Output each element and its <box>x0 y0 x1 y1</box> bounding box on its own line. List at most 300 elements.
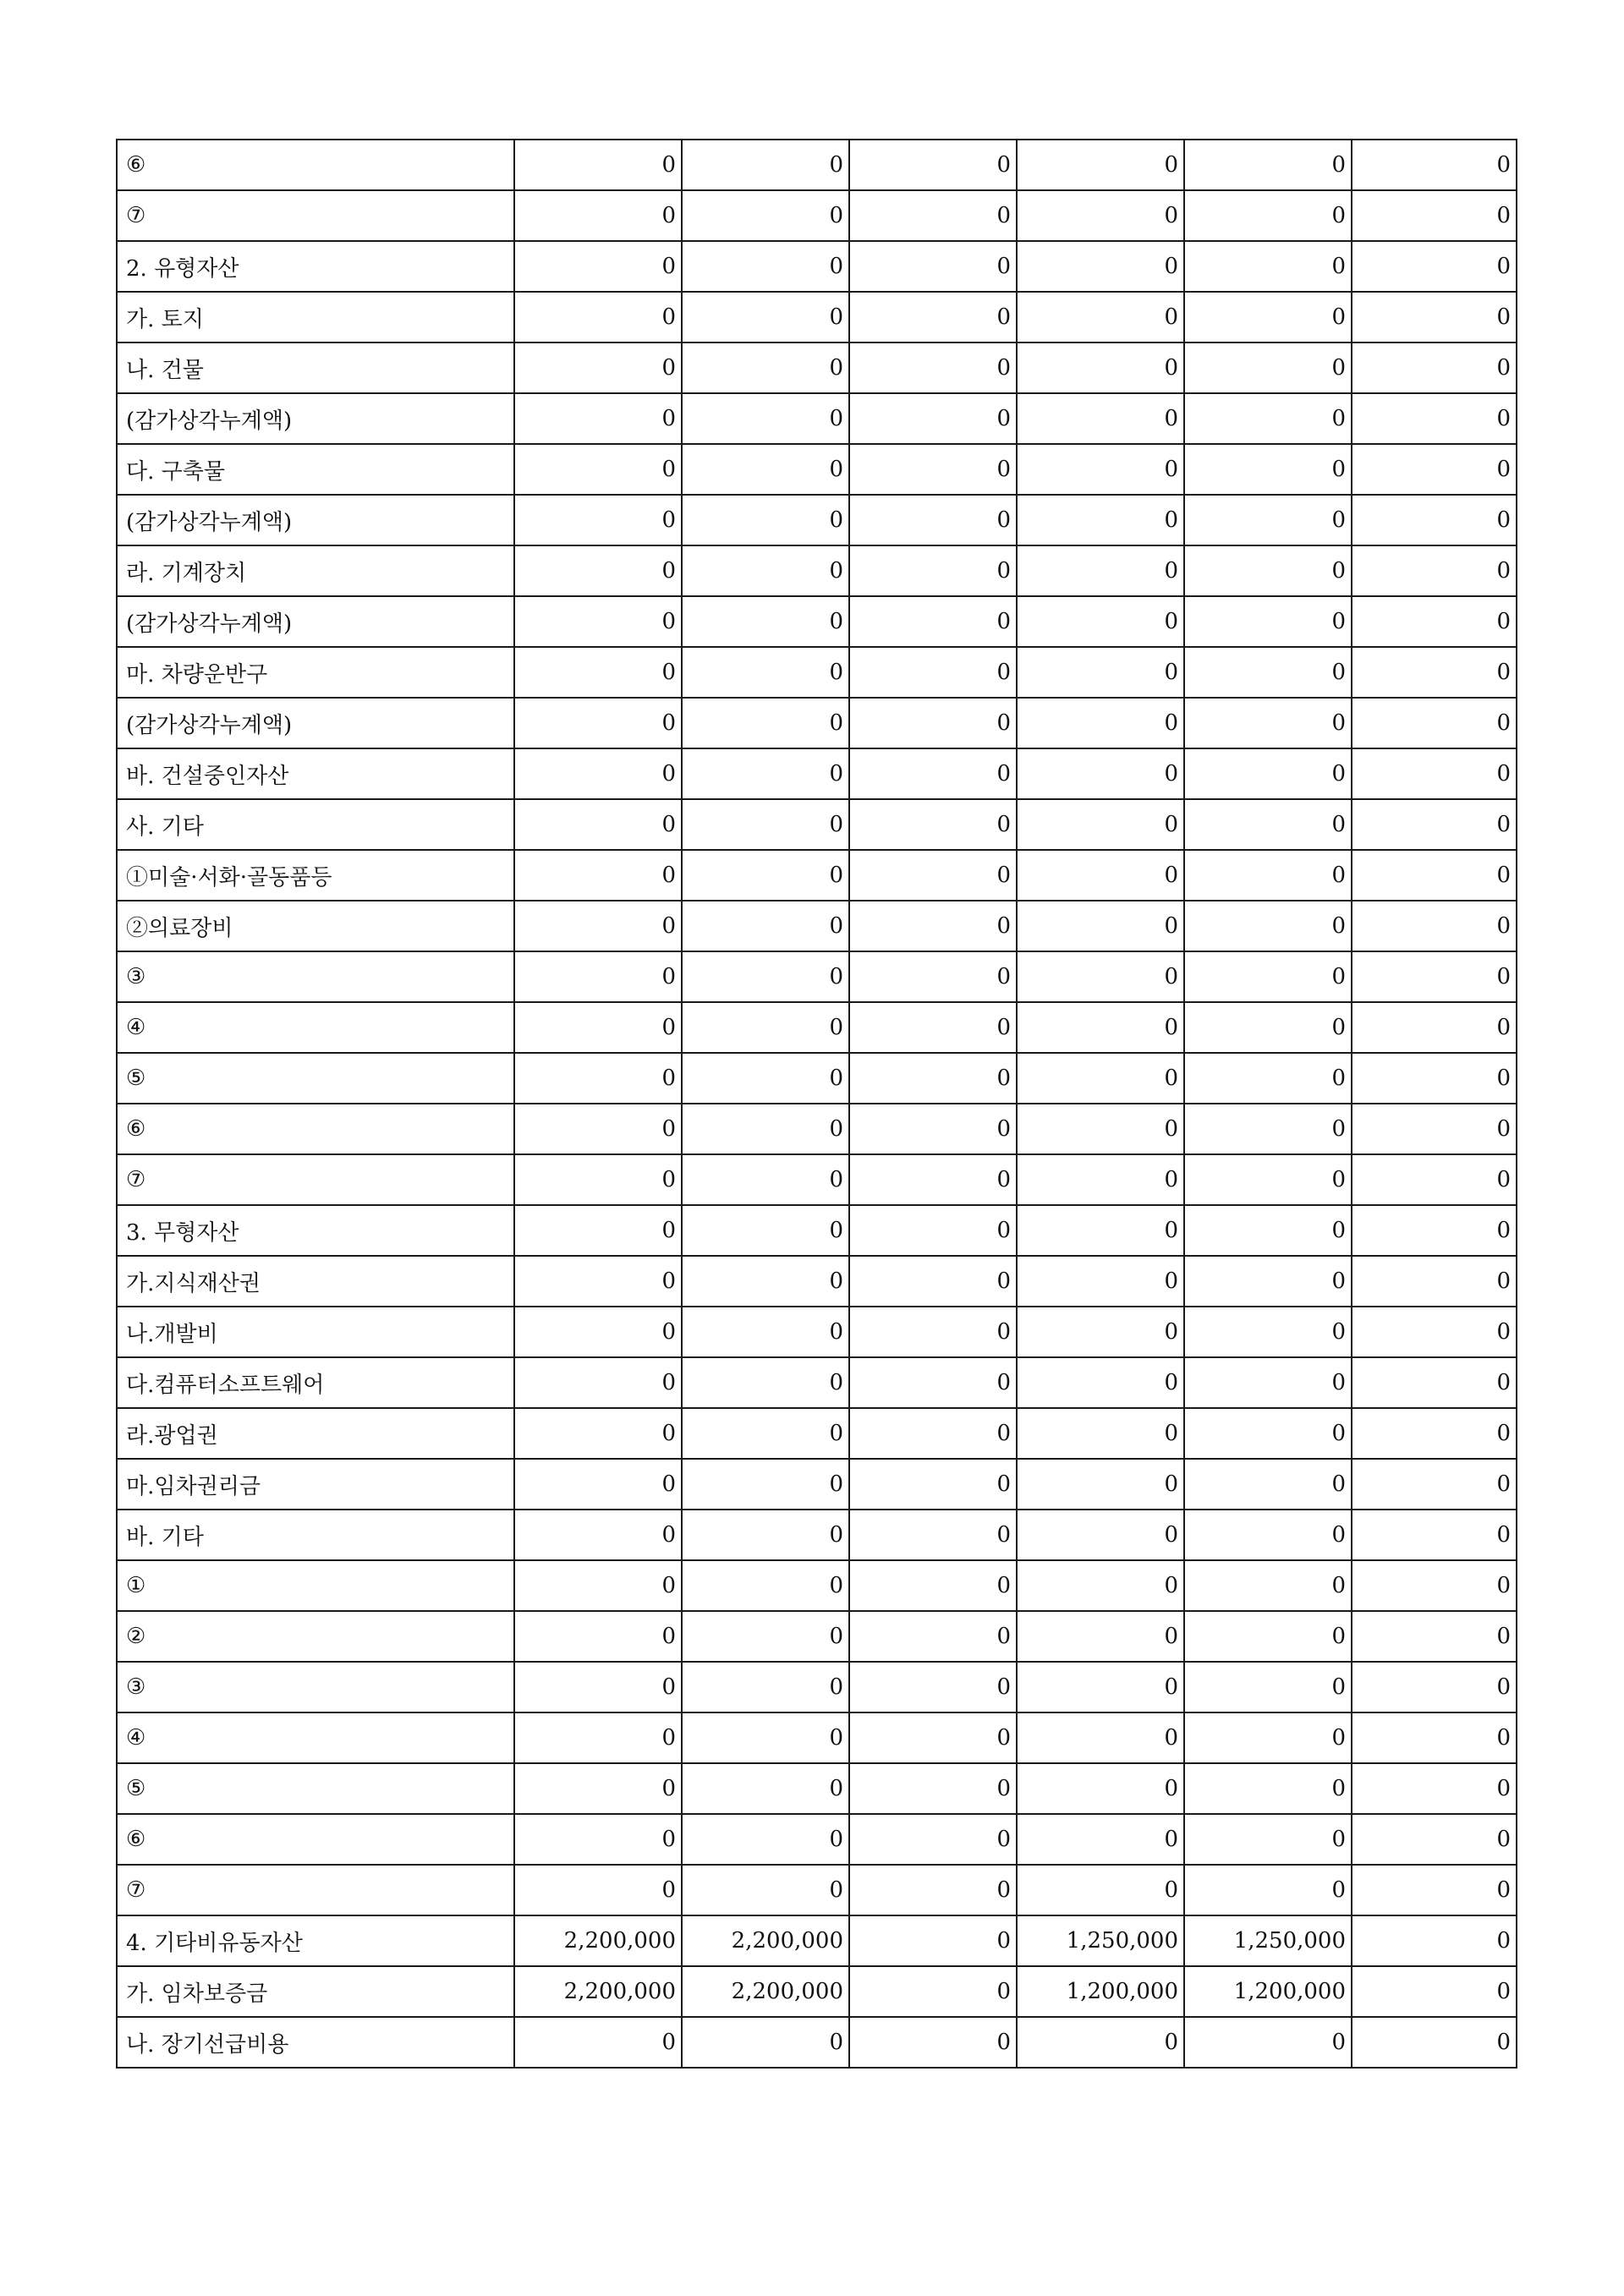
value-cell-col4: 1,200,000 <box>1017 1966 1184 2017</box>
value-cell-col4: 0 <box>1017 1763 1184 1814</box>
table-row <box>117 1459 1517 1510</box>
table-row <box>117 1662 1517 1712</box>
value-cell-col1: 0 <box>514 850 682 901</box>
value-cell-col1: 0 <box>514 799 682 850</box>
value-cell-col4: 0 <box>1017 1712 1184 1763</box>
table-row <box>117 1611 1517 1662</box>
value-cell-col3: 0 <box>849 1002 1017 1053</box>
row-label: ④ <box>117 1712 514 1763</box>
value-cell-col6: 0 <box>1352 393 1517 444</box>
value-cell-col3: 0 <box>849 1256 1017 1307</box>
value-cell-col1: 0 <box>514 901 682 951</box>
value-cell-col5: 0 <box>1184 1053 1352 1104</box>
value-cell-col3: 0 <box>849 140 1017 190</box>
value-cell-col1: 0 <box>514 495 682 545</box>
table-row <box>117 951 1517 1002</box>
value-cell-col5: 0 <box>1184 850 1352 901</box>
table-row <box>117 647 1517 698</box>
table-row <box>117 1814 1517 1865</box>
value-cell-col6: 0 <box>1352 748 1517 799</box>
value-cell-col2: 0 <box>682 1357 849 1408</box>
value-cell-col3: 0 <box>849 393 1017 444</box>
value-cell-col4: 0 <box>1017 1053 1184 1104</box>
value-cell-col4: 0 <box>1017 1154 1184 1205</box>
value-cell-col2: 0 <box>682 1560 849 1611</box>
value-cell-col2: 0 <box>682 1712 849 1763</box>
row-label: 다. 구축물 <box>117 444 514 495</box>
value-cell-col2: 0 <box>682 698 849 748</box>
value-cell-col4: 0 <box>1017 241 1184 292</box>
value-cell-col3: 0 <box>849 1357 1017 1408</box>
table-row <box>117 1154 1517 1205</box>
value-cell-col4: 0 <box>1017 1002 1184 1053</box>
value-cell-col1: 0 <box>514 1510 682 1560</box>
value-cell-col2: 0 <box>682 1205 849 1256</box>
table-row <box>117 393 1517 444</box>
value-cell-col5: 0 <box>1184 241 1352 292</box>
value-cell-col4: 0 <box>1017 292 1184 342</box>
value-cell-col3: 0 <box>849 292 1017 342</box>
value-cell-col5: 0 <box>1184 1256 1352 1307</box>
value-cell-col1: 0 <box>514 1763 682 1814</box>
value-cell-col4: 0 <box>1017 444 1184 495</box>
value-cell-col2: 0 <box>682 393 849 444</box>
value-cell-col3: 0 <box>849 1307 1017 1357</box>
table-row <box>117 545 1517 596</box>
value-cell-col3: 0 <box>849 342 1017 393</box>
value-cell-col1: 0 <box>514 2017 682 2068</box>
value-cell-col3: 0 <box>849 647 1017 698</box>
value-cell-col6: 0 <box>1352 1662 1517 1712</box>
value-cell-col5: 0 <box>1184 1104 1352 1154</box>
row-label: ③ <box>117 1662 514 1712</box>
table-row <box>117 850 1517 901</box>
value-cell-col5: 0 <box>1184 1611 1352 1662</box>
value-cell-col3: 0 <box>849 1459 1017 1510</box>
row-label: 나. 장기선급비용 <box>117 2017 514 2068</box>
value-cell-col6: 0 <box>1352 292 1517 342</box>
value-cell-col6: 0 <box>1352 241 1517 292</box>
value-cell-col4: 0 <box>1017 647 1184 698</box>
value-cell-col5: 0 <box>1184 901 1352 951</box>
table-row <box>117 596 1517 647</box>
value-cell-col4: 0 <box>1017 799 1184 850</box>
value-cell-col6: 0 <box>1352 1459 1517 1510</box>
value-cell-col6: 0 <box>1352 1510 1517 1560</box>
table-row <box>117 1357 1517 1408</box>
value-cell-col4: 0 <box>1017 748 1184 799</box>
value-cell-col2: 0 <box>682 292 849 342</box>
value-cell-col1: 0 <box>514 596 682 647</box>
value-cell-col2: 0 <box>682 1256 849 1307</box>
table-row <box>117 799 1517 850</box>
value-cell-col4: 0 <box>1017 1408 1184 1459</box>
value-cell-col4: 0 <box>1017 2017 1184 2068</box>
value-cell-col2: 0 <box>682 241 849 292</box>
value-cell-col2: 0 <box>682 1053 849 1104</box>
value-cell-col1: 0 <box>514 1357 682 1408</box>
value-cell-col2: 0 <box>682 901 849 951</box>
value-cell-col6: 0 <box>1352 1865 1517 1915</box>
value-cell-col4: 0 <box>1017 1611 1184 1662</box>
value-cell-col6: 0 <box>1352 1763 1517 1814</box>
value-cell-col3: 0 <box>849 1611 1017 1662</box>
value-cell-col2: 0 <box>682 495 849 545</box>
table-row <box>117 698 1517 748</box>
asset-table-body <box>117 140 1517 2068</box>
value-cell-col1: 0 <box>514 1611 682 1662</box>
row-label: 3. 무형자산 <box>117 1205 514 1256</box>
value-cell-col4: 0 <box>1017 1205 1184 1256</box>
value-cell-col3: 0 <box>849 951 1017 1002</box>
value-cell-col2: 0 <box>682 1459 849 1510</box>
value-cell-col5: 0 <box>1184 698 1352 748</box>
table-row <box>117 748 1517 799</box>
value-cell-col6: 0 <box>1352 1205 1517 1256</box>
value-cell-col4: 0 <box>1017 342 1184 393</box>
value-cell-col6: 0 <box>1352 1104 1517 1154</box>
table-row <box>117 1002 1517 1053</box>
value-cell-col5: 1,200,000 <box>1184 1966 1352 2017</box>
row-label: ⑦ <box>117 1865 514 1915</box>
value-cell-col6: 0 <box>1352 545 1517 596</box>
value-cell-col3: 0 <box>849 1865 1017 1915</box>
row-label: 나.개발비 <box>117 1307 514 1357</box>
value-cell-col1: 2,200,000 <box>514 1915 682 1966</box>
value-cell-col2: 0 <box>682 1865 849 1915</box>
value-cell-col6: 0 <box>1352 1611 1517 1662</box>
row-label: ②의료장비 <box>117 901 514 951</box>
value-cell-col2: 0 <box>682 1662 849 1712</box>
value-cell-col3: 0 <box>849 2017 1017 2068</box>
value-cell-col3: 0 <box>849 1662 1017 1712</box>
table-row <box>117 342 1517 393</box>
row-label: ⑥ <box>117 140 514 190</box>
value-cell-col5: 0 <box>1184 444 1352 495</box>
value-cell-col3: 0 <box>849 444 1017 495</box>
value-cell-col4: 0 <box>1017 1104 1184 1154</box>
value-cell-col6: 0 <box>1352 1053 1517 1104</box>
value-cell-col3: 0 <box>849 1763 1017 1814</box>
value-cell-col5: 0 <box>1184 1814 1352 1865</box>
value-cell-col2: 0 <box>682 1510 849 1560</box>
value-cell-col2: 0 <box>682 647 849 698</box>
value-cell-col5: 0 <box>1184 1154 1352 1205</box>
value-cell-col6: 0 <box>1352 850 1517 901</box>
row-label: ② <box>117 1611 514 1662</box>
table-row <box>117 140 1517 190</box>
value-cell-col3: 0 <box>849 1814 1017 1865</box>
value-cell-col5: 0 <box>1184 292 1352 342</box>
table-row <box>117 190 1517 241</box>
value-cell-col2: 0 <box>682 748 849 799</box>
row-label: ③ <box>117 951 514 1002</box>
table-row <box>117 1915 1517 1966</box>
value-cell-col2: 0 <box>682 1408 849 1459</box>
table-row <box>117 1712 1517 1763</box>
value-cell-col4: 0 <box>1017 698 1184 748</box>
row-label: (감가상각누계액) <box>117 698 514 748</box>
value-cell-col1: 0 <box>514 241 682 292</box>
row-label: ⑥ <box>117 1104 514 1154</box>
value-cell-col2: 0 <box>682 342 849 393</box>
table-row <box>117 901 1517 951</box>
value-cell-col5: 0 <box>1184 2017 1352 2068</box>
value-cell-col1: 0 <box>514 1002 682 1053</box>
value-cell-col5: 0 <box>1184 1357 1352 1408</box>
value-cell-col3: 0 <box>849 596 1017 647</box>
value-cell-col6: 0 <box>1352 799 1517 850</box>
value-cell-col6: 0 <box>1352 951 1517 1002</box>
value-cell-col1: 0 <box>514 292 682 342</box>
value-cell-col5: 0 <box>1184 393 1352 444</box>
value-cell-col4: 0 <box>1017 1256 1184 1307</box>
table-row <box>117 1307 1517 1357</box>
value-cell-col2: 0 <box>682 545 849 596</box>
row-label: 나. 건물 <box>117 342 514 393</box>
value-cell-col6: 0 <box>1352 647 1517 698</box>
value-cell-col5: 0 <box>1184 799 1352 850</box>
value-cell-col1: 0 <box>514 1154 682 1205</box>
table-row <box>117 1966 1517 2017</box>
value-cell-col2: 2,200,000 <box>682 1966 849 2017</box>
value-cell-col1: 0 <box>514 1104 682 1154</box>
value-cell-col1: 0 <box>514 698 682 748</box>
value-cell-col3: 0 <box>849 1408 1017 1459</box>
value-cell-col4: 0 <box>1017 545 1184 596</box>
value-cell-col6: 0 <box>1352 1357 1517 1408</box>
value-cell-col1: 0 <box>514 140 682 190</box>
value-cell-col4: 0 <box>1017 951 1184 1002</box>
value-cell-col6: 0 <box>1352 190 1517 241</box>
value-cell-col2: 0 <box>682 1002 849 1053</box>
value-cell-col5: 0 <box>1184 1712 1352 1763</box>
value-cell-col1: 0 <box>514 1814 682 1865</box>
value-cell-col2: 0 <box>682 190 849 241</box>
value-cell-col4: 0 <box>1017 1357 1184 1408</box>
value-cell-col5: 0 <box>1184 1763 1352 1814</box>
value-cell-col5: 0 <box>1184 951 1352 1002</box>
value-cell-col2: 0 <box>682 1763 849 1814</box>
value-cell-col4: 0 <box>1017 1510 1184 1560</box>
value-cell-col5: 0 <box>1184 1408 1352 1459</box>
value-cell-col5: 0 <box>1184 545 1352 596</box>
value-cell-col4: 0 <box>1017 190 1184 241</box>
value-cell-col6: 0 <box>1352 1966 1517 2017</box>
row-label: 바. 기타 <box>117 1510 514 1560</box>
value-cell-col6: 0 <box>1352 1002 1517 1053</box>
value-cell-col2: 0 <box>682 140 849 190</box>
value-cell-col3: 0 <box>849 1915 1017 1966</box>
value-cell-col6: 0 <box>1352 596 1517 647</box>
value-cell-col4: 0 <box>1017 1560 1184 1611</box>
value-cell-col3: 0 <box>849 1104 1017 1154</box>
value-cell-col6: 0 <box>1352 1154 1517 1205</box>
value-cell-col5: 0 <box>1184 1459 1352 1510</box>
value-cell-col3: 0 <box>849 748 1017 799</box>
table-row <box>117 444 1517 495</box>
value-cell-col3: 0 <box>849 1510 1017 1560</box>
value-cell-col5: 0 <box>1184 647 1352 698</box>
value-cell-col3: 0 <box>849 901 1017 951</box>
row-label: ⑤ <box>117 1763 514 1814</box>
value-cell-col1: 0 <box>514 1053 682 1104</box>
row-label: (감가상각누계액) <box>117 495 514 545</box>
value-cell-col3: 0 <box>849 495 1017 545</box>
row-label: 라. 기계장치 <box>117 545 514 596</box>
row-label: ⑤ <box>117 1053 514 1104</box>
value-cell-col5: 0 <box>1184 495 1352 545</box>
value-cell-col5: 0 <box>1184 1205 1352 1256</box>
value-cell-col4: 0 <box>1017 1865 1184 1915</box>
value-cell-col3: 0 <box>849 241 1017 292</box>
row-label: (감가상각누계액) <box>117 393 514 444</box>
value-cell-col4: 0 <box>1017 1307 1184 1357</box>
value-cell-col5: 0 <box>1184 1002 1352 1053</box>
row-label: ⑦ <box>117 1154 514 1205</box>
value-cell-col1: 0 <box>514 1408 682 1459</box>
value-cell-col1: 0 <box>514 444 682 495</box>
value-cell-col6: 0 <box>1352 2017 1517 2068</box>
value-cell-col6: 0 <box>1352 1256 1517 1307</box>
value-cell-col3: 0 <box>849 1712 1017 1763</box>
value-cell-col1: 0 <box>514 647 682 698</box>
value-cell-col6: 0 <box>1352 1915 1517 1966</box>
value-cell-col2: 0 <box>682 1814 849 1865</box>
value-cell-col6: 0 <box>1352 1712 1517 1763</box>
value-cell-col4: 0 <box>1017 596 1184 647</box>
value-cell-col2: 0 <box>682 951 849 1002</box>
row-label: 가. 임차보증금 <box>117 1966 514 2017</box>
value-cell-col2: 0 <box>682 799 849 850</box>
value-cell-col3: 0 <box>849 850 1017 901</box>
table-row <box>117 241 1517 292</box>
row-label: 4. 기타비유동자산 <box>117 1915 514 1966</box>
value-cell-col1: 0 <box>514 951 682 1002</box>
table-row <box>117 1053 1517 1104</box>
value-cell-col3: 0 <box>849 1053 1017 1104</box>
value-cell-col3: 0 <box>849 1205 1017 1256</box>
value-cell-col5: 0 <box>1184 1662 1352 1712</box>
value-cell-col1: 0 <box>514 1459 682 1510</box>
row-label: 마. 차량운반구 <box>117 647 514 698</box>
value-cell-col3: 0 <box>849 799 1017 850</box>
value-cell-col2: 2,200,000 <box>682 1915 849 1966</box>
value-cell-col6: 0 <box>1352 444 1517 495</box>
value-cell-col2: 0 <box>682 1154 849 1205</box>
row-label: ①미술·서화·골동품등 <box>117 850 514 901</box>
value-cell-col4: 0 <box>1017 1459 1184 1510</box>
table-row <box>117 1104 1517 1154</box>
value-cell-col4: 0 <box>1017 1814 1184 1865</box>
row-label: ⑦ <box>117 190 514 241</box>
value-cell-col1: 0 <box>514 545 682 596</box>
value-cell-col1: 0 <box>514 1205 682 1256</box>
row-label: ④ <box>117 1002 514 1053</box>
row-label: (감가상각누계액) <box>117 596 514 647</box>
value-cell-col6: 0 <box>1352 140 1517 190</box>
value-cell-col6: 0 <box>1352 1307 1517 1357</box>
row-label: 라.광업권 <box>117 1408 514 1459</box>
value-cell-col1: 0 <box>514 1865 682 1915</box>
value-cell-col6: 0 <box>1352 1814 1517 1865</box>
table-row <box>117 1205 1517 1256</box>
value-cell-col4: 0 <box>1017 495 1184 545</box>
row-label: 사. 기타 <box>117 799 514 850</box>
table-row <box>117 292 1517 342</box>
value-cell-col3: 0 <box>849 190 1017 241</box>
row-label: 2. 유형자산 <box>117 241 514 292</box>
value-cell-col1: 0 <box>514 748 682 799</box>
value-cell-col5: 0 <box>1184 1510 1352 1560</box>
value-cell-col4: 0 <box>1017 901 1184 951</box>
value-cell-col6: 0 <box>1352 1560 1517 1611</box>
value-cell-col5: 1,250,000 <box>1184 1915 1352 1966</box>
value-cell-col2: 0 <box>682 850 849 901</box>
value-cell-col5: 0 <box>1184 190 1352 241</box>
value-cell-col5: 0 <box>1184 342 1352 393</box>
value-cell-col6: 0 <box>1352 901 1517 951</box>
value-cell-col1: 0 <box>514 1256 682 1307</box>
value-cell-col4: 0 <box>1017 1662 1184 1712</box>
value-cell-col5: 0 <box>1184 596 1352 647</box>
asset-table <box>116 139 1517 2069</box>
value-cell-col2: 0 <box>682 444 849 495</box>
row-label: ① <box>117 1560 514 1611</box>
value-cell-col3: 0 <box>849 1966 1017 2017</box>
value-cell-col6: 0 <box>1352 495 1517 545</box>
value-cell-col1: 0 <box>514 1662 682 1712</box>
value-cell-col2: 0 <box>682 1611 849 1662</box>
value-cell-col1: 0 <box>514 393 682 444</box>
value-cell-col2: 0 <box>682 596 849 647</box>
value-cell-col4: 0 <box>1017 140 1184 190</box>
table-row <box>117 495 1517 545</box>
row-label: 바. 건설중인자산 <box>117 748 514 799</box>
row-label: ⑥ <box>117 1814 514 1865</box>
row-label: 가.지식재산권 <box>117 1256 514 1307</box>
table-row <box>117 1865 1517 1915</box>
value-cell-col2: 0 <box>682 1307 849 1357</box>
value-cell-col5: 0 <box>1184 1307 1352 1357</box>
value-cell-col3: 0 <box>849 545 1017 596</box>
value-cell-col3: 0 <box>849 1560 1017 1611</box>
value-cell-col1: 0 <box>514 1712 682 1763</box>
value-cell-col5: 0 <box>1184 1865 1352 1915</box>
value-cell-col5: 0 <box>1184 748 1352 799</box>
table-row <box>117 1763 1517 1814</box>
table-row <box>117 1408 1517 1459</box>
value-cell-col6: 0 <box>1352 1408 1517 1459</box>
value-cell-col1: 2,200,000 <box>514 1966 682 2017</box>
value-cell-col6: 0 <box>1352 342 1517 393</box>
value-cell-col3: 0 <box>849 1154 1017 1205</box>
row-label: 마.임차권리금 <box>117 1459 514 1510</box>
value-cell-col3: 0 <box>849 698 1017 748</box>
value-cell-col1: 0 <box>514 190 682 241</box>
value-cell-col6: 0 <box>1352 698 1517 748</box>
value-cell-col4: 1,250,000 <box>1017 1915 1184 1966</box>
value-cell-col2: 0 <box>682 1104 849 1154</box>
table-row <box>117 2017 1517 2068</box>
value-cell-col1: 0 <box>514 1307 682 1357</box>
table-row <box>117 1560 1517 1611</box>
value-cell-col5: 0 <box>1184 1560 1352 1611</box>
table-row <box>117 1510 1517 1560</box>
value-cell-col4: 0 <box>1017 850 1184 901</box>
table-row <box>117 1256 1517 1307</box>
value-cell-col1: 0 <box>514 1560 682 1611</box>
